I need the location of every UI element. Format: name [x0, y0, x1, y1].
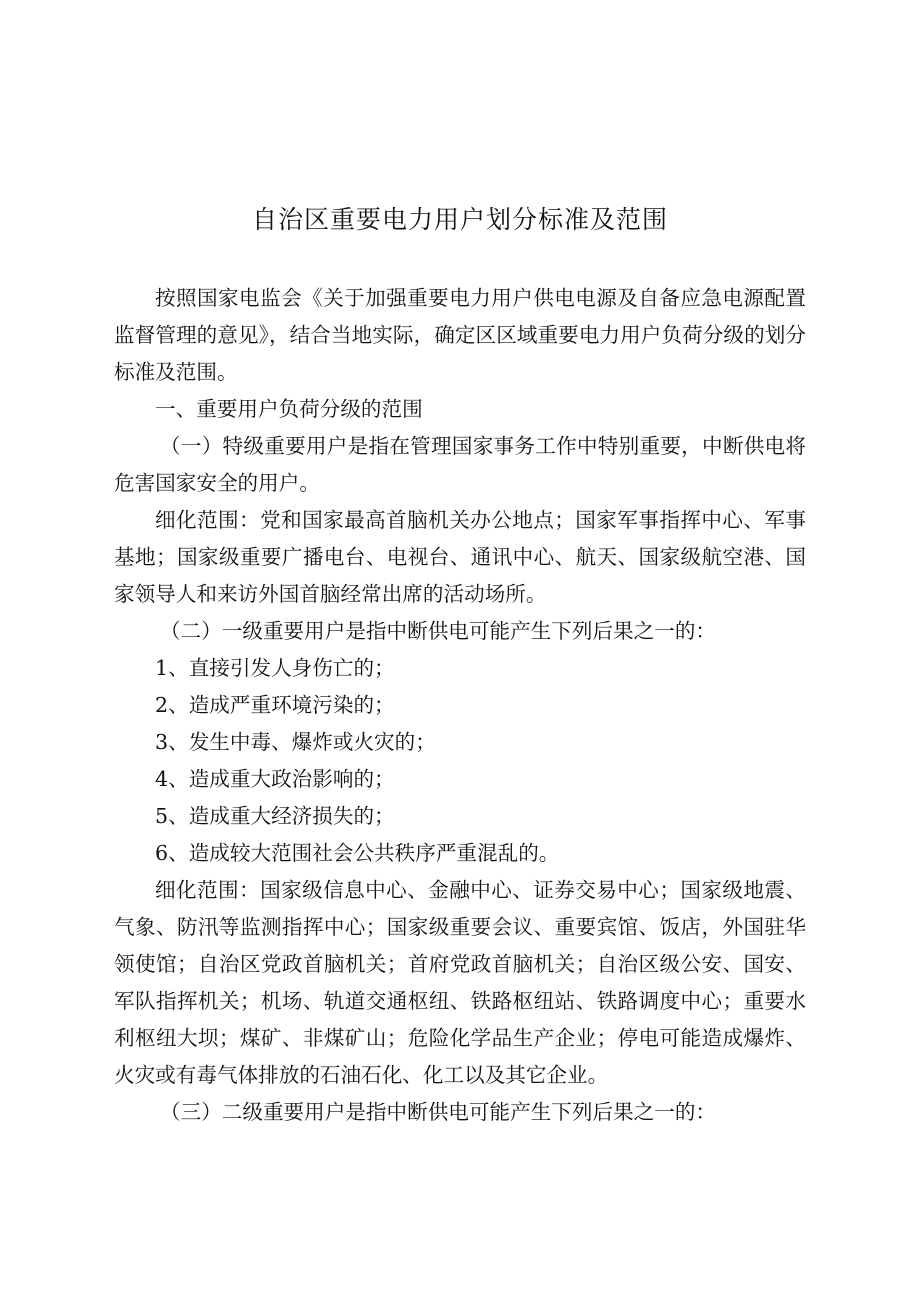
list-item: 6、造成较大范围社会公共秩序严重混乱的。 [155, 841, 560, 865]
document-title: 自治区重要电力用户划分标准及范围 [251, 205, 668, 234]
list-item: 4、造成重大政治影响的； [155, 767, 395, 791]
document-body [114, 280, 806, 1131]
subsection-first-level-users: （二）一级重要用户是指中断供电可能产生下列后果之一的： [160, 619, 717, 643]
detail-scope-first-level: 细化范围：国家级信息中心、金融中心、证券交易中心；国家级地震、气象、防汛等监测指挥中心；国家级重要会议、重要宾馆、饭店，外国驻华领使馆；自治区党政首脑机关；首府党政首脑机关；自治区级公安、国安、军队指挥机关；机场、轨道交通枢纽、铁路枢纽站、铁路调度中心；重要水利枢纽大坝；煤矿、非煤矿山；危险化学品生产企业；停电可能造成爆炸、火灾或有毒气体排放的石油石化、化工以及其它企业。 [114, 878, 806, 1087]
detail-scope-special: 细化范围：党和国家最高首脑机关办公地点；国家军事指挥中心、军事基地；国家级重要广播电台、电视台、通讯中心、航天、国家级航空港、国家领导人和来访外国首脑经常出席的活动场所。 [114, 508, 806, 606]
list-item: 1、直接引发人身伤亡的； [155, 656, 395, 680]
section-heading: 一、重要用户负荷分级的范围 [155, 397, 423, 421]
subsection-second-level-users: （三）二级重要用户是指中断供电可能产生下列后果之一的： [160, 1100, 717, 1124]
intro-paragraph: 按照国家电监会《关于加强重要电力用户供电电源及自备应急电源配置监督管理的意见》，结合当地实际，确定区区域重要电力用户负荷分级的划分标准及范围。 [114, 286, 806, 384]
list-item: 5、造成重大经济损失的； [155, 804, 395, 828]
list-item: 3、发生中毒、爆炸或火灾的； [155, 730, 436, 754]
subsection-special-users: （一）特级重要用户是指在管理国家事务工作中特别重要，中断供电将危害国家安全的用户。 [114, 434, 806, 495]
list-item: 2、造成严重环境污染的； [155, 693, 395, 717]
